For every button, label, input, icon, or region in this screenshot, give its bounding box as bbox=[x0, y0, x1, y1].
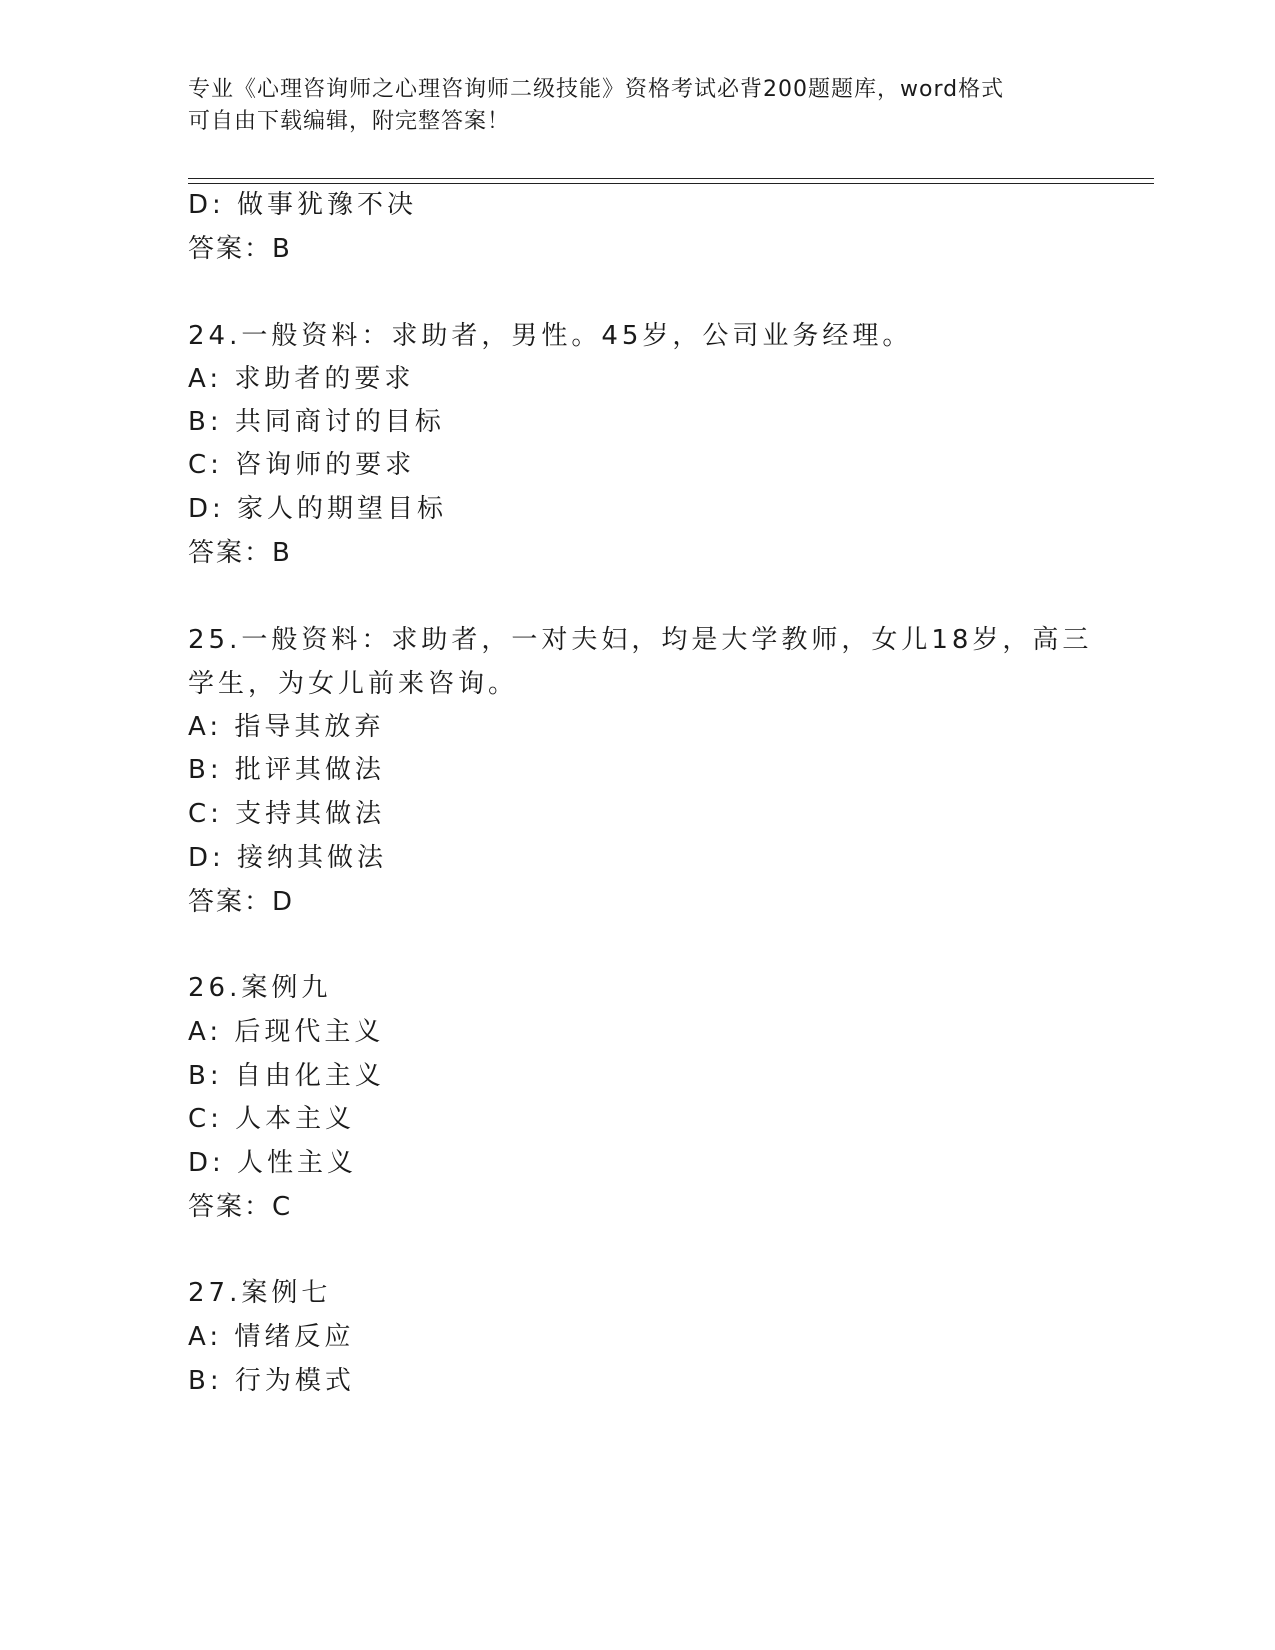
question-stem-24: 24.一般资料：求助者，男性。45岁，公司业务经理。 bbox=[188, 321, 913, 351]
option-d: D: 人性主义 bbox=[188, 1148, 358, 1178]
question-stem-27: 27.案例七 bbox=[188, 1278, 332, 1308]
option-b: B: 批评其做法 bbox=[188, 755, 385, 785]
option-a: A: 指导其放弃 bbox=[188, 712, 385, 742]
option-b: B: 行为模式 bbox=[188, 1366, 355, 1396]
header-divider-bottom bbox=[188, 183, 1154, 184]
option-b: B: 自由化主义 bbox=[188, 1061, 385, 1091]
option-a: A: 求助者的要求 bbox=[188, 364, 415, 394]
answer-label: 答案：B bbox=[188, 234, 292, 264]
option-c: C: 人本主义 bbox=[188, 1104, 356, 1134]
option-d: D: 接纳其做法 bbox=[188, 843, 388, 873]
answer-label: 答案：D bbox=[188, 887, 295, 917]
option-d: D: 做事犹豫不决 bbox=[188, 190, 418, 220]
option-d: D: 家人的期望目标 bbox=[188, 494, 448, 524]
answer-label: 答案：C bbox=[188, 1192, 293, 1222]
answer-label: 答案：B bbox=[188, 538, 292, 568]
header-divider-top bbox=[188, 178, 1154, 179]
question-stem-25-line2: 学生，为女儿前来咨询。 bbox=[188, 669, 519, 699]
option-c: C: 支持其做法 bbox=[188, 799, 386, 829]
header-title-line1: 专业《心理咨询师之心理咨询师二级技能》资格考试必背200题题库，word格式 bbox=[188, 77, 1005, 102]
option-a: A: 情绪反应 bbox=[188, 1322, 355, 1352]
option-b: B: 共同商讨的目标 bbox=[188, 407, 445, 437]
question-stem-26: 26.案例九 bbox=[188, 973, 332, 1003]
option-a: A: 后现代主义 bbox=[188, 1017, 385, 1047]
question-stem-25-line1: 25.一般资料：求助者，一对夫妇，均是大学教师，女儿18岁，高三 bbox=[188, 625, 1093, 655]
header-title-line2: 可自由下载编辑，附完整答案！ bbox=[188, 109, 511, 134]
document-header bbox=[188, 74, 1088, 138]
option-c: C: 咨询师的要求 bbox=[188, 450, 416, 480]
